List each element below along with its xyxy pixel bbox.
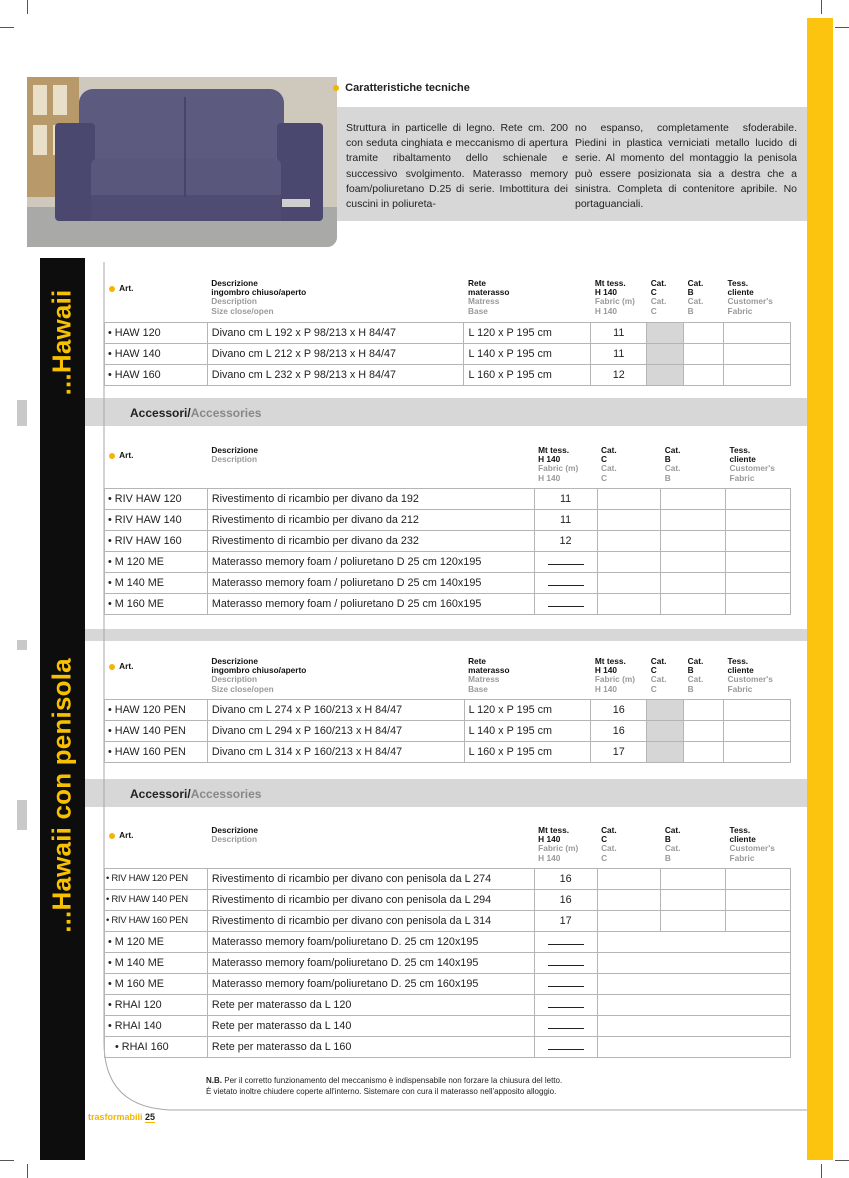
table-row: • RHAI 120 Rete per materasso da L 120 xyxy=(105,994,791,1015)
table-row: • HAW 120 Divano cm L 192 x P 98/213 x H 84/47 L 120 x P 195 cm 11 xyxy=(105,322,791,343)
table-row: • M 160 ME Materasso memory foam / poliuretano D 25 cm 160x195 xyxy=(105,593,791,614)
table-row: • M 120 ME Materasso memory foam/poliuretano D. 25 cm 120x195 xyxy=(105,931,791,952)
gray-tab-mark xyxy=(17,640,27,650)
blank-line xyxy=(548,979,584,987)
blank-line xyxy=(548,1021,584,1029)
table-row: • M 140 ME Materasso memory foam / poliuretano D 25 cm 140x195 xyxy=(105,572,791,593)
blank-line xyxy=(548,1042,584,1050)
bullet-icon xyxy=(333,85,339,91)
description-right: no espanso, completamente sfoderabile. Piedini in plastica verniciati metallo lucido di serie. Al momento del montaggio la penisola può essere posizionata sia a destra che a sinistra. Completa di contenitore apribile. No portaguanciali. xyxy=(575,122,797,211)
table-row: • RIV HAW 140 Rivestimento di ricambio per divano da 212 11 xyxy=(105,509,791,530)
crop-mark xyxy=(27,0,28,14)
table-row: • RHAI 160 Rete per materasso da L 160 xyxy=(105,1036,791,1057)
table-row: • RIV HAW 120 PEN Rivestimento di ricambio per divano con penisola da L 274 16 xyxy=(105,868,791,889)
table-row: • HAW 160 Divano cm L 232 x P 98/213 x H 84/47 L 160 x P 195 cm 12 xyxy=(105,364,791,385)
side-title-hawaii-penisola: ...Hawaii con penisola xyxy=(46,658,77,933)
table-hawaii-penisola xyxy=(104,652,791,763)
bullet-icon xyxy=(109,453,115,459)
table-row: • RIV HAW 140 PEN Rivestimento di ricambio per divano con penisola da L 294 16 xyxy=(105,889,791,910)
crop-mark xyxy=(27,1164,28,1178)
crop-mark xyxy=(821,1164,822,1178)
blank-line xyxy=(548,1000,584,1008)
table-row: • HAW 120 PEN Divano cm L 274 x P 160/213 x H 84/47 L 120 x P 195 cm 16 xyxy=(105,699,791,720)
blank-line xyxy=(548,958,584,966)
table-row: • RIV HAW 120 Rivestimento di ricambio per divano da 192 11 xyxy=(105,488,791,509)
table-row: • RIV HAW 160 PEN Rivestimento di ricambio per divano con penisola da L 314 17 xyxy=(105,910,791,931)
right-accent-bar xyxy=(807,18,833,1160)
section-title: Caratteristiche tecniche xyxy=(333,82,470,94)
table-row: • RHAI 140 Rete per materasso da L 140 xyxy=(105,1015,791,1036)
gray-tab-mark xyxy=(17,400,27,426)
table-penisola-accessories xyxy=(104,821,791,1058)
crop-mark xyxy=(835,27,849,28)
crop-mark xyxy=(835,1160,849,1161)
table-row: • M 120 ME Materasso memory foam / poliuretano D 25 cm 120x195 xyxy=(105,551,791,572)
blank-line xyxy=(548,557,584,565)
crop-mark xyxy=(0,1160,14,1161)
table-header: Art. Descrizione Description Mt tess. H 140 Fabric (m) H 140 Cat. C Cat. C Cat. B Cat. B Tess. cliente Customer's Fabric xyxy=(105,821,791,868)
table-header: Art. Descrizione ingombro chiuso/aperto Description Size close/open Rete materasso Matress Base Mt tess. H 140 Fabric (m) H 140 Cat. C Cat. C Cat. B Cat. B Tess. cliente Customer's Fabric xyxy=(105,652,791,699)
table-header: Art. Descrizione Description Mt tess. H 140 Fabric (m) H 140 Cat. C Cat. C Cat. B Cat. B Tess. cliente Customer's Fabric xyxy=(105,441,791,488)
crop-mark xyxy=(0,27,14,28)
table-row: • M 140 ME Materasso memory foam/poliuretano D. 25 cm 140x195 xyxy=(105,952,791,973)
note: N.B. Per il corretto funzionamento del meccanismo è indispensabile non forzare la chiusura del letto. È vietato inoltre chiudere coperte all'interno. Sistemare con cura il materasso nell'apposito alloggio. xyxy=(206,1076,563,1096)
sofa-illustration xyxy=(27,77,337,247)
blank-line xyxy=(548,578,584,586)
bullet-icon xyxy=(109,286,115,292)
table-row: • M 160 ME Materasso memory foam/poliuretano D. 25 cm 160x195 xyxy=(105,973,791,994)
table-row: • HAW 140 PEN Divano cm L 294 x P 160/213 x H 84/47 L 140 x P 195 cm 16 xyxy=(105,720,791,741)
page-number: 25 xyxy=(145,1112,156,1122)
table-row: • HAW 160 PEN Divano cm L 314 x P 160/213 x H 84/47 L 160 x P 195 cm 17 xyxy=(105,741,791,762)
bullet-icon xyxy=(109,833,115,839)
accessories-title: Accessori/Accessories xyxy=(130,787,262,801)
accessories-title: Accessori/Accessories xyxy=(130,406,262,420)
description-left: Struttura in particelle di legno. Rete cm. 200 con seduta cinghiata e meccanismo di apertura tramite ribaltamento dello schienale e successivo svolgimento. Materasso memory foam/poliuretano D.25 di serie. Imbottitura dei cuscini in poliureta- xyxy=(346,122,568,211)
table-hawaii xyxy=(104,274,791,386)
blank-line xyxy=(548,937,584,945)
table-row: • HAW 140 Divano cm L 212 x P 98/213 x H 84/47 L 140 x P 195 cm 11 xyxy=(105,343,791,364)
sofa-photo xyxy=(27,77,337,247)
bullet-icon xyxy=(109,664,115,670)
crop-mark xyxy=(821,0,822,14)
blank-line xyxy=(548,599,584,607)
table-hawaii-accessories xyxy=(104,441,791,615)
table-row: • RIV HAW 160 Rivestimento di ricambio per divano da 232 12 xyxy=(105,530,791,551)
page-footer: trasformabili 25 xyxy=(88,1112,156,1122)
table-header: Art. Descrizione ingombro chiuso/aperto Description Size close/open Rete materasso Matress Base Mt tess. H 140 Fabric (m) H 140 Cat. C Cat. C Cat. B Cat. B Tess. cliente Customer's Fabric xyxy=(105,274,791,322)
side-title-hawaii: ...Hawaii xyxy=(46,289,77,396)
gray-tab-mark xyxy=(17,800,27,830)
